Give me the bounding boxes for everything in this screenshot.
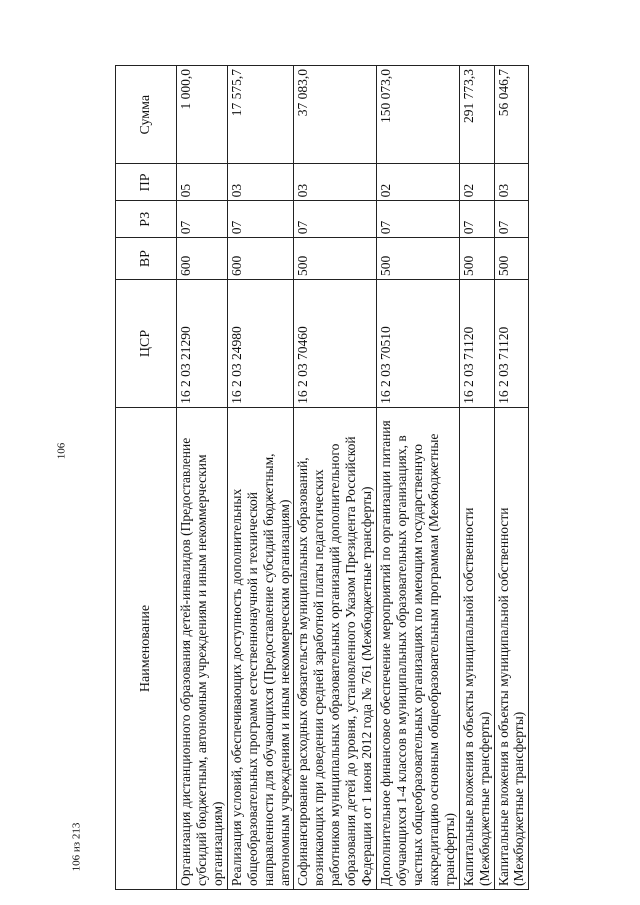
row-sum: 1 000,0 (177, 66, 228, 164)
row-rz: 07 (177, 201, 228, 238)
row-rz: 07 (377, 201, 460, 238)
row-pr: 05 (177, 164, 228, 201)
row-name: Капитальные вложения в объекты муниципальной собственности (Межбюджетные трансферты) (459, 407, 494, 889)
row-vr: 500 (494, 238, 529, 280)
row-csr: 16 2 03 24980 (227, 280, 294, 408)
row-rz: 07 (294, 201, 377, 238)
row-pr: 03 (494, 164, 529, 201)
page-footer: 106 из 213 (70, 822, 83, 872)
table-row (294, 66, 377, 890)
row-vr: 500 (294, 238, 377, 280)
row-rz: 07 (494, 201, 529, 238)
table-header-row (116, 66, 177, 890)
header-vr: ВР (116, 238, 177, 280)
table-row (227, 66, 294, 890)
header-csr: ЦСР (116, 280, 177, 408)
row-rz: 07 (227, 201, 294, 238)
header-pr: ПР (116, 164, 177, 201)
row-vr: 500 (459, 238, 494, 280)
row-csr: 16 2 03 71120 (459, 280, 494, 408)
row-sum: 291 773,3 (459, 66, 494, 164)
row-csr: 16 2 03 70510 (377, 280, 460, 408)
table-row (177, 66, 228, 890)
row-pr: 03 (227, 164, 294, 201)
row-pr: 02 (459, 164, 494, 201)
header-name: Наименование (116, 407, 177, 889)
row-name: Реализация условий, обеспечивающих доступность дополнительных общеобразовательных программ естественнонаучной и технической направленности для обучающихся (Предоставление субсидий бюджетным, автономным учреждениям и иным некоммерческим организациям) (227, 407, 294, 889)
table-row (494, 66, 529, 890)
row-sum: 37 083,0 (294, 66, 377, 164)
row-csr: 16 2 03 21290 (177, 280, 228, 408)
header-rz: РЗ (116, 201, 177, 238)
row-vr: 600 (227, 238, 294, 280)
row-name: Капитальные вложения в объекты муниципальной собственности (Межбюджетные трансферты) (494, 407, 529, 889)
row-sum: 150 073,0 (377, 66, 460, 164)
page-number: 106 (55, 442, 68, 460)
row-name: Организация дистанционного образования детей-инвалидов (Предоставление субсидий бюджетным, автономным учреждениям и иным некоммерческим организациям) (177, 407, 228, 889)
row-name: Дополнительное финансовое обеспечение мероприятий по организации питания обучающихся 1-4 классов в муниципальных образовательных организациях, в частных общеобразовательных организациях по имеющим государственную аккредитацию основным общеобразовательным программам (Межбюджетные трансферты) (377, 407, 460, 889)
row-rz: 07 (459, 201, 494, 238)
rotated-content (115, 40, 585, 890)
row-pr: 03 (294, 164, 377, 201)
budget-table (115, 65, 529, 890)
row-vr: 500 (377, 238, 460, 280)
row-pr: 02 (377, 164, 460, 201)
table-row (377, 66, 460, 890)
row-name: Софинансирование расходных обязательств муниципальных образований, возникающих при доведении средней заработной платы педагогических работников муниципальных образовательных организаций дополнительного образования детей до уровня, установленного Указом Президента Российской Федерации от 1 июня 2012 года № 761 (Межбюджетные трансферты) (294, 407, 377, 889)
row-sum: 56 046,7 (494, 66, 529, 164)
row-sum: 17 575,7 (227, 66, 294, 164)
table-row (459, 66, 494, 890)
row-vr: 600 (177, 238, 228, 280)
row-csr: 16 2 03 70460 (294, 280, 377, 408)
header-sum: Сумма (116, 66, 177, 164)
row-csr: 16 2 03 71120 (494, 280, 529, 408)
